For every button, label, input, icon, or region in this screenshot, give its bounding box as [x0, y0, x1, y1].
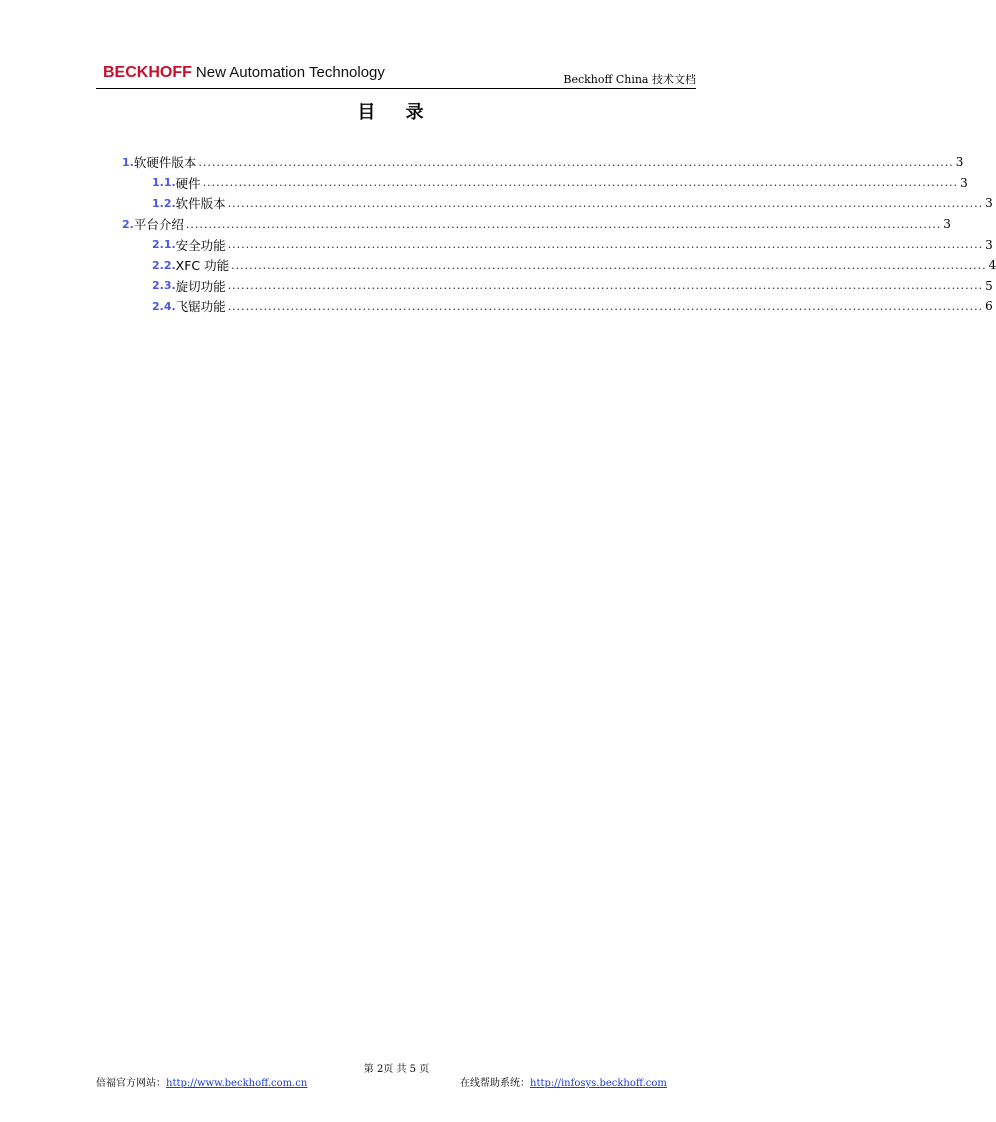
toc-entry[interactable] [122, 296, 993, 317]
beckhoff-logo [103, 64, 385, 82]
toc-entry-page: 5 [985, 278, 993, 293]
toc-entry-page: 3 [960, 175, 968, 190]
official-website [96, 1074, 307, 1089]
online-help-link[interactable]: http://infosys.beckhoff.com [530, 1078, 667, 1089]
toc-entry-label: 软硬件版本 [133, 155, 197, 171]
official-website-link[interactable]: http://www.beckhoff.com.cn [166, 1078, 308, 1089]
toc-entry[interactable] [122, 255, 996, 276]
brand-name: BECKHOFF [103, 64, 192, 81]
toc-entry-page: 3 [985, 196, 993, 211]
toc-entry-number: 2.2. [152, 258, 176, 272]
toc-leader-dots: ........................................................................................................................................................................ [198, 155, 954, 169]
toc-entry[interactable] [122, 152, 964, 173]
toc-entry-label: 硬件 [175, 175, 201, 191]
toc-entry-label: 软件版本 [175, 196, 226, 212]
toc-entry-number: 2.4. [152, 299, 176, 313]
online-help [460, 1074, 667, 1089]
table-of-contents [122, 152, 996, 317]
toc-entry-page: 3 [955, 155, 964, 170]
toc-leader-dots: ........................................................................................................................................................................ [227, 238, 984, 252]
toc-entry-label: 安全功能 [175, 237, 226, 253]
brand-slogan: New Automation Technology [195, 64, 385, 81]
toc-leader-dots: ........................................................................................................................................................................ [227, 279, 984, 293]
toc-leader-dots: ........................................................................................................................................................................ [227, 196, 984, 210]
toc-entry[interactable] [122, 214, 951, 235]
toc-entry-number: 2.3. [152, 279, 176, 293]
toc-entry-label: 旋切功能 [175, 278, 226, 294]
toc-leader-dots: ........................................................................................................................................................................ [185, 217, 942, 231]
toc-entry-number: 1.2. [152, 196, 176, 210]
toc-leader-dots: ........................................................................................................................................................................ [227, 299, 984, 313]
toc-entry-number: 2. [122, 217, 134, 231]
toc-entry-page: 3 [943, 217, 951, 232]
page-header [96, 62, 696, 89]
page-number: 第 2页 共 5 页 [363, 1064, 430, 1075]
toc-leader-dots: ........................................................................................................................................................................ [202, 176, 959, 190]
toc-leader-dots: ........................................................................................................................................................................ [231, 258, 987, 272]
toc-entry[interactable] [122, 193, 993, 214]
toc-entry-label: 平台介绍 [133, 217, 184, 233]
toc-entry-page: 6 [985, 299, 993, 314]
toc-entry-number: 1. [122, 155, 134, 169]
toc-entry-number: 2.1. [152, 238, 176, 252]
toc-entry[interactable] [122, 234, 993, 255]
document-type-label: Beckhoff China 技术文档 [563, 73, 696, 86]
toc-entry[interactable] [122, 276, 993, 297]
toc-entry-label: XFC 功能 [175, 258, 230, 274]
official-website-label: 倍福官方网站： [96, 1078, 166, 1089]
toc-entry-page: 3 [985, 237, 993, 252]
toc-entry-page: 4 [988, 258, 996, 273]
toc-entry-number: 1.1. [152, 176, 176, 190]
toc-title: 目 录 [357, 102, 436, 123]
toc-entry-label: 飞锯功能 [175, 299, 226, 315]
online-help-label: 在线帮助系统： [460, 1078, 530, 1089]
toc-entry[interactable] [122, 173, 968, 194]
